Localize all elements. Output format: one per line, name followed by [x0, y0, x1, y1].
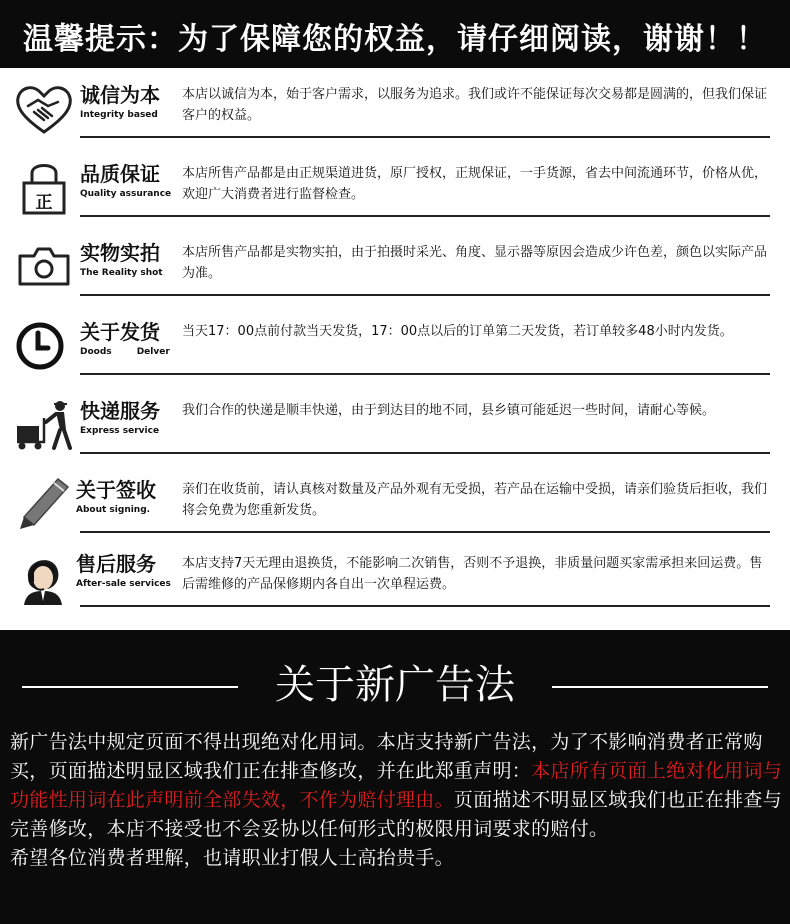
banner-title: 温馨提示：为了保障您的权益，请仔细阅读，谢谢！！ — [23, 22, 767, 57]
info-row-reality-shot — [0, 234, 790, 304]
ad-law-paragraph: 新广告法中规定页面不得出现绝对化用词。本店支持新广告法，为了不影响消费者正常购买，页面描述明显区域我们正在排查修改，并在此郑重声明： — [10, 731, 763, 782]
row-description: 本店以诚信为本，始于客户需求，以服务为追求。我们或许不能保证每次交易都是圆满的，但我们保证客户的权益。 — [182, 87, 768, 123]
row-title: 关于发货 — [80, 320, 160, 344]
row-title: 实物实拍 — [80, 241, 160, 265]
info-row-signing — [0, 471, 790, 541]
row-subtitle: Doods Delver — [80, 347, 170, 357]
row-subtitle: Express service — [80, 426, 160, 436]
info-row-quality — [0, 155, 790, 225]
row-subtitle: About signing. — [76, 505, 151, 515]
row-subtitle: The Reality shot — [80, 268, 163, 278]
row-subtitle: After-sale services — [76, 579, 171, 589]
info-row-shipping — [0, 313, 790, 383]
row-divider — [80, 531, 770, 533]
pen-icon — [14, 477, 74, 531]
row-subtitle: Integrity based — [80, 110, 158, 120]
heading-rule-right — [552, 686, 768, 688]
row-description: 亲们在收货前，请认真核对数量及产品外观有无受损，若产品在运输中受损，请亲们验货后拒收，我们将会免费为您重新发货。 — [182, 482, 768, 518]
clock-icon — [14, 319, 74, 373]
row-divider — [80, 215, 770, 217]
heading-rule-left — [22, 686, 238, 688]
row-title: 快递服务 — [80, 399, 160, 423]
row-description: 本店所售产品都是由正规渠道进货，原厂授权，正规保证，一手货源，省去中间流通环节，价格从优，欢迎广大消费者进行监督检查。 — [182, 166, 768, 202]
ad-law-red-statement: 本店所有页面上绝对化用词与功能性用词在此声明前全部失效，不作为赔付理由。 — [10, 760, 783, 811]
ad-law-paragraph-end: 页面描述不明显区域我们也正在排查与完善修改，本店不接受也不会妥协以任何形式的极限用词要求的赔付。 — [10, 789, 783, 840]
row-divider — [80, 452, 770, 454]
row-description: 我们合作的快递是顺丰快递，由于到达目的地不同，县乡镇可能延迟一些时间，请耐心等候。 — [182, 403, 716, 418]
camera-icon — [14, 240, 74, 294]
row-description: 本店所售产品都是实物实拍，由于拍摄时采光、角度、显示器等原因会造成少许色差，颜色以实际产品为准。 — [182, 245, 768, 281]
lock-icon-label: 正 — [35, 193, 53, 213]
row-divider — [80, 136, 770, 138]
info-row-integrity — [0, 76, 790, 146]
ad-law-body — [10, 728, 782, 873]
row-description: 本店支持7天无理由退换货，不能影响二次销售，否则不予退换，非质量问题买家需承担来回运费。售后需维修的产品保修期内各自出一次单程运费。 — [182, 556, 763, 592]
lock-icon — [14, 161, 74, 215]
row-subtitle: Quality assurance — [80, 189, 172, 199]
delivery-person-icon — [14, 398, 74, 452]
ad-law-closing: 希望各位消费者理解，也请职业打假人士高抬贵手。 — [10, 847, 454, 869]
info-row-express — [0, 392, 790, 462]
row-title: 售后服务 — [76, 552, 156, 576]
row-title: 诚信为本 — [80, 83, 160, 107]
ad-law-heading: 关于新广告法 — [275, 662, 515, 708]
row-divider — [80, 294, 770, 296]
handshake-heart-icon — [14, 82, 74, 136]
row-title: 关于签收 — [76, 478, 156, 502]
row-description: 当天17：00点前付款当天发货，17：00点以后的订单第二天发货，若订单较多48小时内发货。 — [182, 324, 733, 339]
row-divider — [80, 373, 770, 375]
ad-law-section — [0, 630, 790, 924]
customer-service-icon — [14, 551, 74, 605]
row-title: 品质保证 — [80, 162, 160, 186]
row-divider — [80, 605, 770, 607]
notice-banner — [0, 0, 790, 68]
info-row-after-sale — [0, 545, 790, 615]
